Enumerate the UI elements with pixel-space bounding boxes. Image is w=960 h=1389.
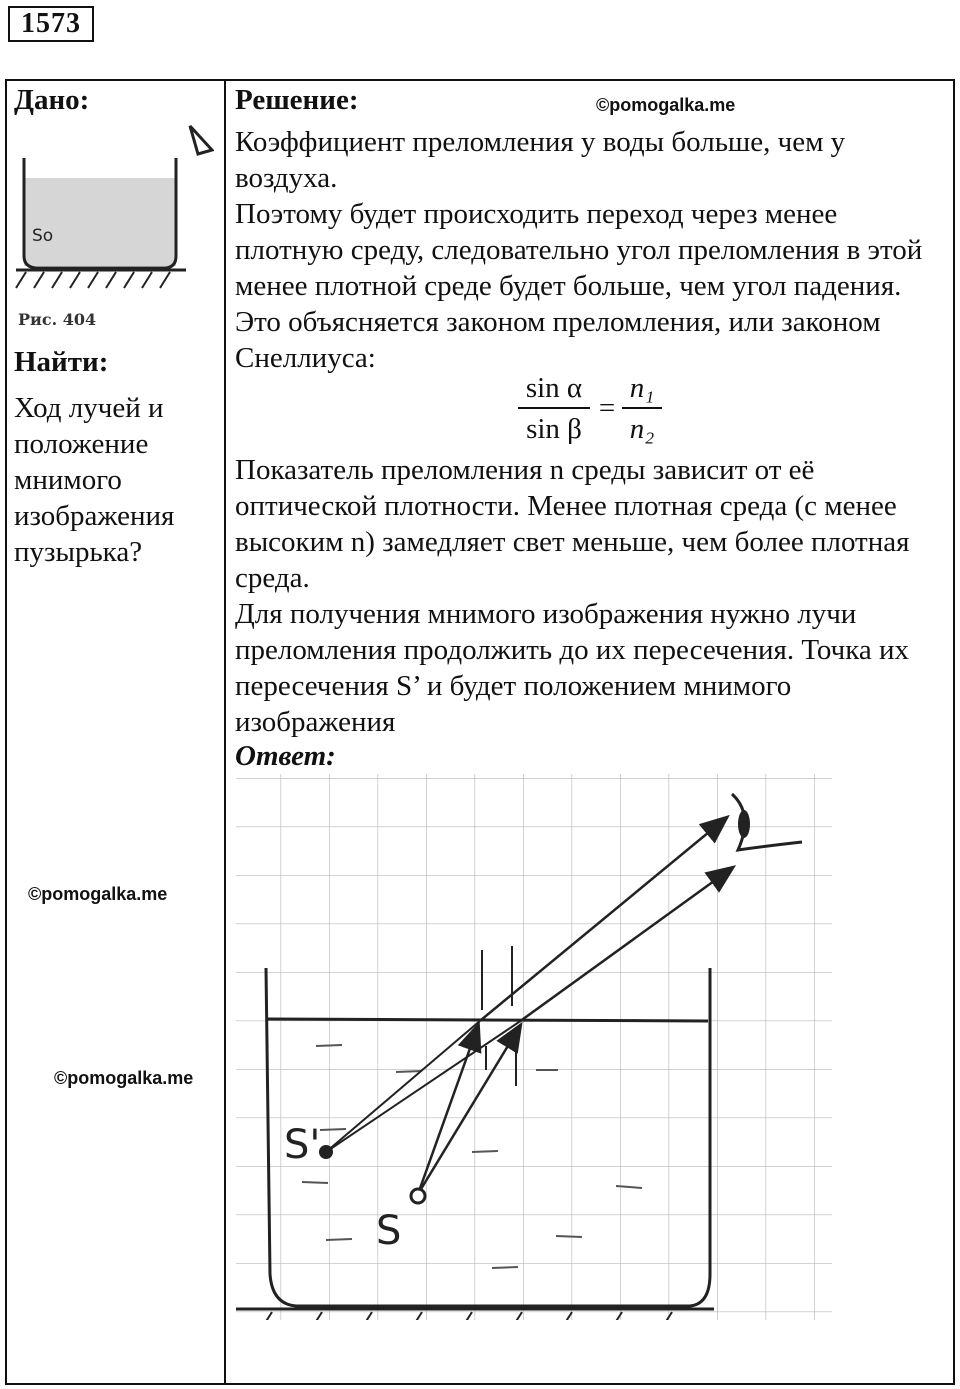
formula-den-left: sin β <box>526 413 582 445</box>
solution-paragraph-2: Поэтому будет происходить переход через менее плотную среду, следовательно угол преломления в этой менее плотной среде будет больше, чем угол падения. Это объясняется законом преломления, или законом Снеллиуса: <box>235 198 923 374</box>
find-label: Найти: <box>14 346 109 378</box>
solution-paragraph-3: Показатель преломления n среды зависит от её оптической плотности. Менее плотная среда (с менее высоким n) замедляет свет меньше, чем более плотная среда. <box>235 454 910 594</box>
formula-equals: = <box>598 392 616 424</box>
image-label: S' <box>284 1122 321 1168</box>
eye-icon <box>190 126 212 154</box>
figure-caption: Рис. 404 <box>18 310 97 329</box>
given-label: Дано: <box>14 84 90 116</box>
solution-label: Решение: <box>235 84 359 116</box>
solution-paragraph-1: Коэффициент преломления у воды больше, чем у воздуха. <box>235 126 846 194</box>
image-point <box>319 1145 333 1159</box>
solution-text-top <box>235 124 950 376</box>
column-divider <box>224 79 226 1385</box>
problem-number: 1573 <box>8 6 94 42</box>
formula-num-right: n₁ <box>629 372 655 404</box>
watermark-left-2: ©pomogalka.me <box>54 1068 194 1088</box>
vessel-figure <box>14 118 214 308</box>
find-text: Ход лучей и положение мнимого изображения пузырька? <box>14 392 175 568</box>
solution-paragraph-4: Для получения мнимого изображения нужно лучи преломления продолжить до их пересечения. Точка их пересечения S’ и будет положением мнимого изображения <box>235 598 909 738</box>
snell-formula <box>518 372 688 454</box>
watermark-left-1: ©pomogalka.me <box>28 884 168 904</box>
vessel-source-label: So <box>32 226 54 246</box>
watermark-top: ©pomogalka.me <box>596 95 736 115</box>
source-point <box>411 1189 425 1203</box>
answer-drawing <box>236 774 832 1320</box>
source-label: S <box>376 1208 402 1254</box>
formula-den-right: n₂ <box>629 413 655 445</box>
water-surface <box>268 1019 708 1021</box>
solution-text-bottom <box>235 452 950 740</box>
answer-label: Ответ: <box>235 740 336 772</box>
graph-paper <box>236 774 832 1320</box>
formula-num-left: sin α <box>525 372 583 404</box>
